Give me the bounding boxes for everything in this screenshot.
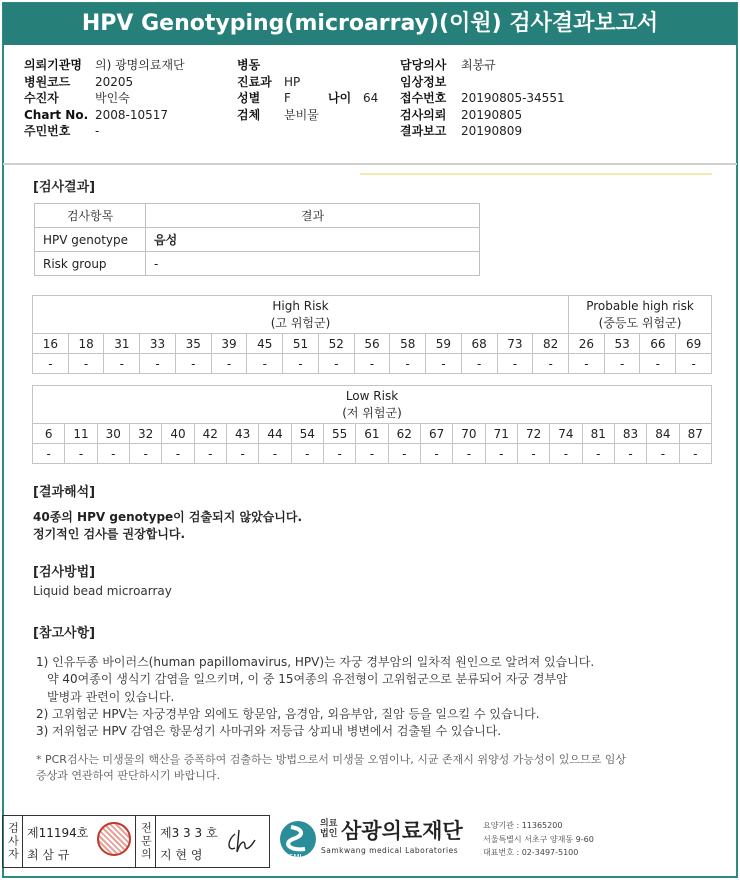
info-label: 담당의사 (400, 58, 447, 72)
footnote (36, 752, 626, 784)
probable-risk-label: Probable high risk (586, 298, 694, 313)
age-value: 64 (363, 91, 379, 105)
genotype-number: 44 (259, 424, 291, 444)
low-risk-label: Low Risk (345, 388, 399, 403)
low-risk-header (33, 386, 712, 424)
genotype-number: 70 (453, 424, 485, 444)
high-risk-header (33, 296, 569, 334)
note-1b: 약 40여종이 생식기 감염을 일으키며, 이 중 15여종의 유전형이 고위험군으로 분류되어 자궁 경부암 (47, 672, 568, 687)
info-label: 병동 (237, 58, 261, 72)
note-1a: 1) 인유두종 바이러스(human papillomavirus, HPV)는 자궁 경부암의 일차적 원인으로 알려져 있습니다. (36, 655, 595, 669)
genotype-number: 6 (33, 424, 65, 444)
genotype-number: 74 (550, 424, 582, 444)
info-row (237, 107, 319, 124)
table-row (35, 252, 480, 276)
report-title: HPV Genotyping(microarray)(이원) 검사결과보고서 (3, 3, 737, 45)
info-row (24, 74, 185, 91)
info-row (400, 123, 565, 140)
logo-badge: SML (289, 853, 304, 861)
info-label: 의뢰기관명 (24, 58, 82, 72)
lab-addr: 서울특별시 서초구 양재동 9-60 (483, 834, 594, 844)
genotype-number: 87 (679, 424, 711, 444)
note-2: 2) 고위험군 HPV는 자궁경부암 외에도 항문암, 음경암, 외음부암, 질암 등을 일으킬 수 있습니다. (36, 706, 540, 721)
doctor-name: 지 현 영 (160, 848, 203, 862)
lab-address (483, 819, 594, 860)
interpretation-text (33, 509, 302, 543)
genotype-result: - (461, 354, 497, 374)
genotype-result: - (33, 354, 69, 374)
info-row (24, 90, 185, 107)
genotype-result: - (291, 444, 323, 464)
lab-tag-1: 의료 (320, 819, 338, 829)
info-row (400, 107, 565, 124)
lab-tag-2: 법인 (320, 829, 338, 839)
info-value: 20190805-34551 (461, 91, 565, 105)
genotype-number: 58 (390, 334, 426, 354)
notes-list (36, 654, 594, 740)
genotype-result: - (390, 354, 426, 374)
genotype-result: - (323, 444, 355, 464)
results-section-title: [검사결과] (33, 180, 96, 195)
info-value: 분비물 (284, 107, 319, 122)
genotype-result: - (582, 444, 614, 464)
genotype-number: 39 (211, 334, 247, 354)
genotype-result: - (517, 444, 549, 464)
genotype-number: 71 (485, 424, 517, 444)
patient-info-right (400, 57, 565, 140)
highlight-line (360, 173, 712, 175)
genotype-number: 62 (388, 424, 420, 444)
genotype-result-row (33, 354, 712, 374)
lab-phone: 대표번호 : 02-3497-5100 (483, 848, 579, 857)
age-label: 나이 (328, 91, 352, 105)
row-result: - (146, 252, 480, 276)
info-value: HP (284, 74, 301, 89)
info-label: 검사의뢰 (400, 107, 447, 122)
genotype-number: 61 (356, 424, 388, 444)
genotype-number: 56 (354, 334, 390, 354)
genotype-result: - (211, 354, 247, 374)
signature-image (225, 826, 261, 856)
genotype-number: 35 (175, 334, 211, 354)
probable-risk-header (569, 296, 712, 334)
genotype-result: - (259, 444, 291, 464)
genotype-number: 40 (162, 424, 194, 444)
genotype-number: 54 (291, 424, 323, 444)
genotype-result: - (676, 354, 712, 374)
results-table (34, 203, 480, 276)
genotype-result: - (647, 444, 679, 464)
genotype-result: - (614, 444, 646, 464)
note-3: 3) 저위험군 HPV 감염은 항문성기 사마귀와 저등급 상피내 병변에서 검출될 수 있습니다. (36, 724, 502, 739)
genotype-number: 11 (65, 424, 97, 444)
header-result: 결과 (146, 204, 480, 228)
genotype-number: 45 (247, 334, 283, 354)
genotype-result: - (550, 444, 582, 464)
genotype-result: - (354, 354, 390, 374)
genotype-result: - (426, 354, 462, 374)
row-item: HPV genotype (35, 228, 146, 252)
info-label: 병원코드 (24, 74, 71, 89)
info-value: 20205 (95, 74, 134, 89)
genotype-number: 84 (647, 424, 679, 444)
info-value: - (95, 124, 100, 138)
info-row (400, 74, 565, 91)
genotype-result-row (33, 444, 712, 464)
genotype-result: - (247, 354, 283, 374)
info-label: 접수번호 (400, 91, 447, 105)
row-result: 음성 (146, 228, 480, 252)
high-risk-label: High Risk (272, 298, 329, 313)
tester-name: 최 삼 규 (27, 848, 70, 862)
genotype-number: 69 (676, 334, 712, 354)
tester-number: 제11194호 (27, 826, 89, 840)
tester-label: 검사자 (3, 816, 23, 867)
info-label: 성별 (237, 91, 261, 105)
genotype-result: - (533, 354, 569, 374)
interpretation-line-1: 40종의 HPV genotype이 검출되지 않았습니다. (33, 510, 303, 524)
genotype-number: 83 (614, 424, 646, 444)
info-label: 검체 (237, 107, 261, 122)
genotype-number-row (33, 424, 712, 444)
genotype-number: 68 (461, 334, 497, 354)
genotype-result: - (453, 444, 485, 464)
genotype-number: 72 (517, 424, 549, 444)
doctor-number: 제3 3 3 호 (160, 826, 218, 840)
header-item: 검사항목 (35, 204, 146, 228)
genotype-number: 67 (420, 424, 452, 444)
info-value: 20190809 (461, 124, 523, 138)
genotype-number: 18 (68, 334, 104, 354)
genotype-result: - (679, 444, 711, 464)
info-row (24, 107, 185, 124)
genotype-result: - (65, 444, 97, 464)
lab-tag (320, 819, 337, 839)
genotype-result: - (604, 354, 640, 374)
genotype-result: - (485, 444, 517, 464)
seal-stamp (97, 822, 131, 856)
info-row (400, 57, 565, 74)
info-label: 수진자 (24, 91, 59, 105)
lab-name-en: Samkwang medical Laboratories (321, 846, 459, 855)
low-risk-sub: (저 위험군) (342, 405, 402, 420)
info-label: 결과보고 (400, 124, 447, 138)
patient-info-middle (237, 57, 319, 123)
info-row (237, 57, 319, 74)
genotype-result: - (283, 354, 319, 374)
doctor-label: 전문의 (136, 816, 156, 867)
genotype-result: - (68, 354, 104, 374)
genotype-result: - (33, 444, 65, 464)
row-item: Risk group (35, 252, 146, 276)
doctor-cell (156, 816, 269, 867)
genotype-result: - (175, 354, 211, 374)
genotype-number: 82 (533, 334, 569, 354)
info-label: 진료과 (237, 74, 272, 89)
footnote-line-1: * PCR검사는 미생물의 핵산을 증폭하여 검출하는 방법으로서 미생물 오염이나, 시균 존재시 위양성 가능성이 있으므로 임상 (36, 753, 626, 766)
genotype-result: - (497, 354, 533, 374)
genotype-result: - (104, 354, 140, 374)
genotype-number: 43 (226, 424, 258, 444)
info-value: 최봉규 (461, 58, 496, 72)
footnote-line-2: 증상과 연관하여 판단하시기 바랍니다. (36, 769, 221, 782)
genotype-result: - (129, 444, 161, 464)
genotype-result: - (388, 444, 420, 464)
info-value: 박인숙 (95, 91, 130, 105)
results-header-row (35, 204, 480, 228)
note-1c: 발병과 관련이 있습니다. (47, 689, 175, 704)
notes-section-title: [참고사항] (33, 626, 96, 641)
genotype-number: 42 (194, 424, 226, 444)
genotype-number: 16 (33, 334, 69, 354)
genotype-number-row (33, 334, 712, 354)
genotype-number: 52 (318, 334, 354, 354)
genotype-number: 59 (426, 334, 462, 354)
genotype-number: 32 (129, 424, 161, 444)
info-label: Chart No. (24, 107, 89, 122)
high-risk-table (32, 295, 712, 374)
interpretation-section-title: [결과해석] (33, 485, 96, 500)
lab-name: 삼광의료재단 (341, 819, 463, 843)
genotype-number: 33 (140, 334, 176, 354)
info-label: 임상정보 (400, 74, 447, 89)
genotype-result: - (420, 444, 452, 464)
genotype-number: 73 (497, 334, 533, 354)
table-row (35, 228, 480, 252)
age-field (328, 90, 378, 107)
info-value: 2008-10517 (95, 107, 169, 122)
info-row (237, 74, 319, 91)
info-value: 의) 광명의료재단 (95, 58, 185, 72)
genotype-number: 26 (569, 334, 605, 354)
genotype-number: 81 (582, 424, 614, 444)
tester-cell (23, 816, 136, 867)
genotype-result: - (569, 354, 605, 374)
info-label: 주민번호 (24, 124, 71, 138)
genotype-result: - (318, 354, 354, 374)
info-row (24, 123, 185, 140)
genotype-result: - (97, 444, 129, 464)
interpretation-line-2: 정기적인 검사를 권장합니다. (33, 527, 186, 541)
genotype-number: 30 (97, 424, 129, 444)
genotype-result: - (640, 354, 676, 374)
info-row (24, 57, 185, 74)
info-value: 20190805 (461, 107, 523, 122)
genotype-number: 53 (604, 334, 640, 354)
genotype-result: - (356, 444, 388, 464)
info-row (237, 90, 319, 107)
header-divider (3, 163, 737, 165)
genotype-result: - (162, 444, 194, 464)
info-row (400, 90, 565, 107)
high-risk-sub: (고 위험군) (270, 315, 331, 330)
genotype-number: 66 (640, 334, 676, 354)
genotype-number: 55 (323, 424, 355, 444)
method-text: Liquid bead microarray (33, 584, 172, 598)
info-value: F (284, 91, 291, 105)
genotype-result: - (140, 354, 176, 374)
signature-box (2, 815, 270, 868)
genotype-number: 51 (283, 334, 319, 354)
genotype-number: 31 (104, 334, 140, 354)
low-risk-table (32, 385, 712, 464)
method-section-title: [검사방법] (33, 565, 96, 580)
genotype-result: - (194, 444, 226, 464)
genotype-result: - (226, 444, 258, 464)
probable-risk-sub: (중등도 위험군) (598, 315, 682, 330)
lab-code: 요양기관 : 11365200 (483, 821, 563, 830)
patient-info-left (24, 57, 185, 140)
